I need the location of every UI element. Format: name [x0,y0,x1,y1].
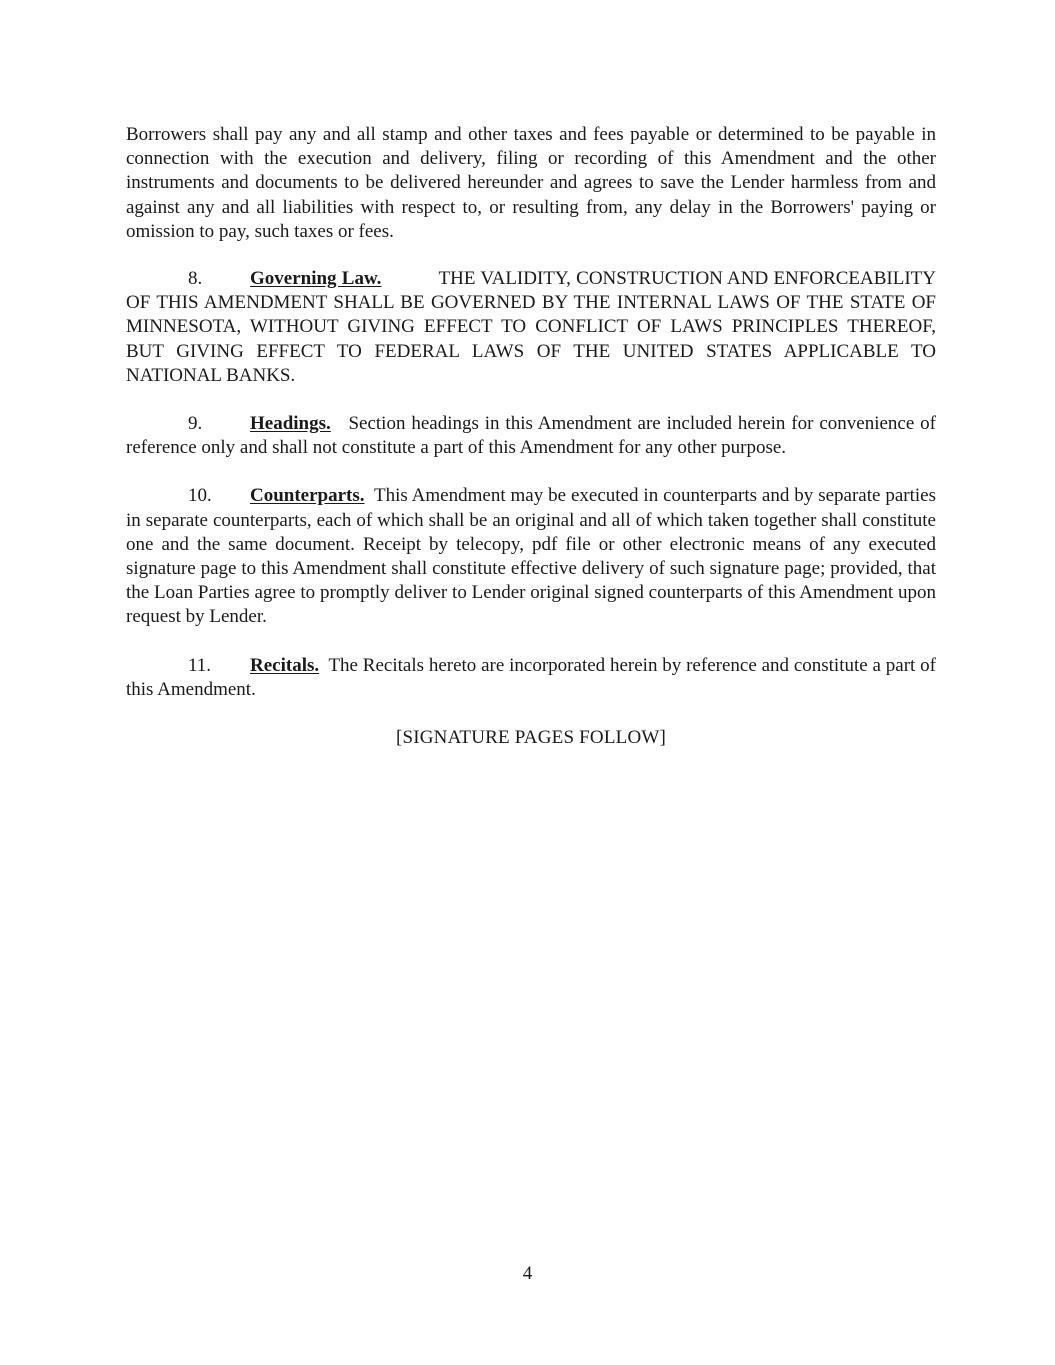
section-heading: Governing Law. [250,268,382,290]
section-body: This Amendment may be executed in counterparts and by separate parties in separate counterparts, each of which shall be an original and all of which taken together shall constitute one and the same document. Receipt by telecopy, pdf file or other electronic means of any executed signature page to this Amendment shall constitute effective delivery of such signature page; provided, that the Loan Parties agree to promptly deliver to Lender original signed counterparts of this Amendment upon request by Lender. [126,485,936,628]
section-body: The Recitals hereto are incorporated herein by reference and constitute a part of this Amendment. [126,654,936,700]
section-heading: Recitals. [250,654,320,676]
section-heading: Headings. [250,413,331,435]
section-body: Section headings in this Amendment are included herein for convenience of reference only and shall not constitute a part of this Amendment for any other purpose. [126,413,936,459]
section-8 [126,267,936,388]
page-number: 4 [522,1263,533,1284]
intro-paragraph: Borrowers shall pay any and all stamp and other taxes and fees payable or determined to be payable in connection with the execution and delivery, filing or recording of this Amendment and the other instruments and documents to be delivered hereunder and agrees to save the Lender harmless from and against any and all liabilities with respect to, or resulting from, any delay in the Borrowers' paying or omission to pay, such taxes or fees. [126,124,936,242]
document-page [126,123,936,750]
section-heading: Counterparts. [250,485,365,507]
section-10 [126,484,936,629]
section-11 [126,654,936,702]
section-number: 8. [188,268,203,290]
section-body: THE VALIDITY, CONSTRUCTION AND ENFORCEABILITY OF THIS AMENDMENT SHALL BE GOVERNED BY THE INTERNAL LAWS OF THE STATE OF MINNESOTA, WITHOUT GIVING EFFECT TO CONFLICT OF LAWS PRINCIPLES THEREOF, BUT GIVING EFFECT TO FEDERAL LAWS OF THE UNITED STATES APPLICABLE TO NATIONAL BANKS. [126,268,936,386]
section-number: 9. [188,413,203,435]
section-9 [126,412,936,460]
section-number: 11. [188,654,212,676]
signature-pages-notice: [SIGNATURE PAGES FOLLOW] [395,727,667,749]
section-number: 10. [188,485,212,507]
